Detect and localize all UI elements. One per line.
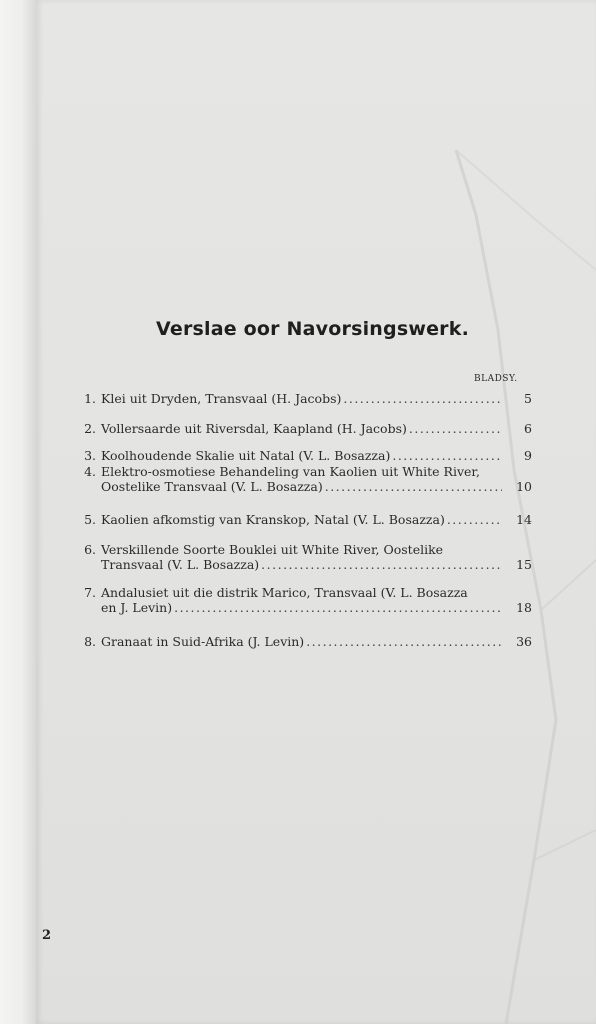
toc-entry-page: 9 <box>524 448 532 463</box>
page-column-header: BLADSY. <box>474 374 518 384</box>
toc-entry <box>76 542 536 572</box>
toc-entry-number: 1. <box>84 391 96 406</box>
toc-entry-title: Elektro-osmotiese Behandeling van Kaolien uit White River, <box>101 464 480 479</box>
toc-entry-page: 10 <box>516 479 532 494</box>
dot-leader <box>261 557 502 572</box>
toc-entry <box>76 585 536 615</box>
toc-entry-number: 7. <box>84 585 96 600</box>
toc-entry <box>76 391 536 406</box>
toc-entry <box>76 448 536 463</box>
toc-entry-title: Koolhoudende Skalie uit Natal (V. L. Bosazza) <box>101 448 391 463</box>
toc-entry-title: Vollersaarde uit Riversdal, Kaapland (H. Jacobs) <box>101 421 407 436</box>
document-title: Verslae oor Navorsingswerk. <box>156 318 470 340</box>
toc-entry-title: Granaat in Suid-Afrika (J. Levin) <box>101 634 305 649</box>
toc-entry-title-continued: en J. Levin) <box>101 600 173 615</box>
toc-entry-number: 4. <box>84 464 96 479</box>
toc-entry-page: 36 <box>516 634 532 649</box>
toc-entry <box>76 464 536 494</box>
toc-entry-page: 14 <box>516 512 532 527</box>
dot-leader <box>447 512 502 527</box>
toc-entry <box>76 421 536 436</box>
toc-entry-number: 5. <box>84 512 96 527</box>
page-number: 2 <box>42 928 52 943</box>
toc-entry-number: 8. <box>84 634 96 649</box>
toc-entry-page: 18 <box>516 600 532 615</box>
dot-leader <box>174 600 502 615</box>
toc-entry-title-continued: Transvaal (V. L. Bosazza) <box>101 557 260 572</box>
toc-entry-page: 15 <box>516 557 532 572</box>
toc-entry-title-continued: Oostelike Transvaal (V. L. Bosazza) <box>101 479 323 494</box>
toc-entry-number: 2. <box>84 421 96 436</box>
dot-leader <box>306 634 502 649</box>
dot-leader <box>392 448 502 463</box>
dot-leader <box>325 479 502 494</box>
toc-entry-number: 6. <box>84 542 96 557</box>
toc-entry <box>76 512 536 527</box>
toc-entry-title: Andalusiet uit die distrik Marico, Transvaal (V. L. Bosazza <box>101 585 468 600</box>
toc-entry-title: Klei uit Dryden, Transvaal (H. Jacobs) <box>101 391 342 406</box>
toc-entry-title: Kaolien afkomstig van Kranskop, Natal (V. L. Bosazza) <box>101 512 445 527</box>
toc-entry-title: Verskillende Soorte Bouklei uit White River, Oostelike <box>101 542 444 557</box>
toc-entry <box>76 634 536 649</box>
dot-leader <box>343 391 502 406</box>
background-edge <box>0 0 36 1024</box>
toc-entry-page: 5 <box>524 391 532 406</box>
toc-entry-page: 6 <box>524 421 532 436</box>
toc-entry-number: 3. <box>84 448 96 463</box>
dot-leader <box>409 421 502 436</box>
